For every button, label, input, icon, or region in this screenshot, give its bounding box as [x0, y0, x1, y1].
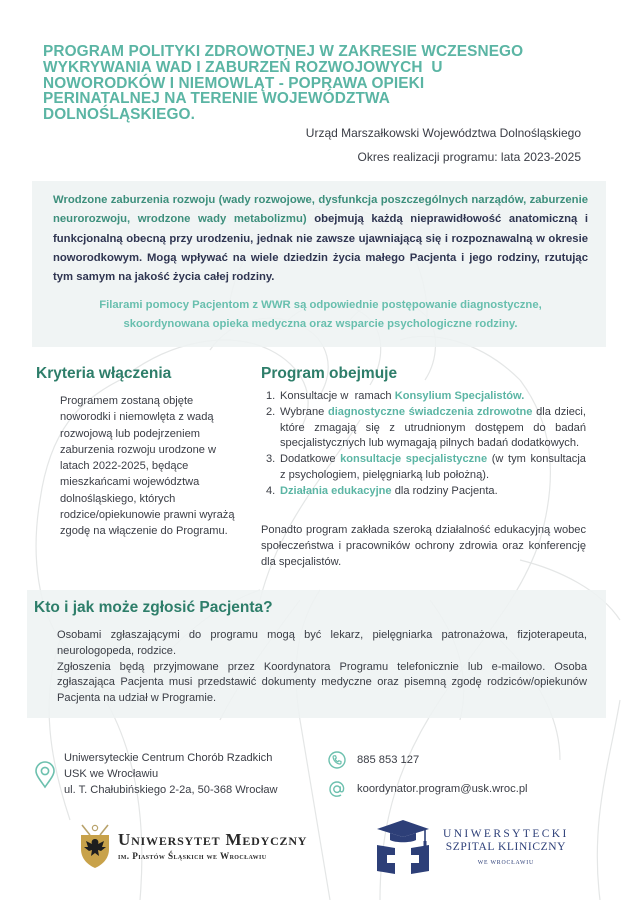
address-line: USK we Wrocławiu — [64, 768, 159, 780]
intro-accent-text: Wrodzone zaburzenia rozwoju (wady rozwojowe, dysfunkcja poszczególnych narządów, zaburzenie neurorozwoju, wrodzone wady metabolizmu) — [53, 194, 588, 226]
umed-subtitle: im. Piastów Śląskich we Wrocławiu — [118, 851, 267, 861]
umed-name: Uniwersytet Medyczny — [118, 830, 308, 849]
criteria-line: mieszkańcami województwa — [60, 476, 200, 489]
item-number: 4. — [266, 484, 276, 497]
usk-line: UNIWERSYTECKI — [443, 828, 569, 840]
pillars-line: Filarami pomocy Pacjentom z WWR są odpowiednie postępowanie diagnostyczne, — [99, 299, 542, 311]
address-line: Uniwersyteckie Centrum Chorób Rzadkich — [64, 752, 273, 764]
eagle-crest-icon — [78, 823, 112, 869]
criteria-line: rodzice/opiekunowie prawni wyrażą — [60, 509, 235, 522]
criteria-line: rozwojową lub podejrzeniem — [60, 427, 200, 440]
criteria-line: dolnośląskiego, których — [60, 492, 176, 505]
map-pin-icon — [34, 761, 56, 789]
criteria-text — [60, 393, 238, 540]
item-text: (w tym konsultacja z psychologiem, pielęgniarką lub położną). — [280, 453, 586, 481]
list-item — [266, 452, 586, 484]
medical-university-logo — [78, 823, 307, 869]
intro-body-text: obejmują każdą nieprawidłowość anatomiczną i funkcjonalną obecną przy urodzeniu, jednak nie zawsze ujawniającą się i rozpoznawalną w okresie noworodkowym. Mogą wpływać na wiele dziedzin życia małego Pacjenta i jego rodziny, rzutując tym samym na jakość życia całej rodziny. — [53, 213, 588, 284]
pillars-line: skoordynowana opieka medyczna oraz wsparcie psychologiczne rodziny. — [123, 318, 518, 331]
email-address[interactable]: koordynator.program@usk.wroc.pl — [357, 783, 528, 795]
address-text — [64, 750, 278, 798]
intro-paragraph — [53, 191, 588, 287]
item-text: Konsultacje w ramach — [280, 390, 395, 402]
report-paragraph: Osobami zgłaszającymi do programu mogą być lekarz, pielęgniarka patronażowa, fizjoterapeuta, neurologopeda, rodzice. — [57, 629, 587, 657]
criteria-line: latach 2022-2025, będące — [60, 460, 189, 473]
phone-icon — [328, 751, 346, 769]
item-text: Dodatkowe — [280, 453, 341, 466]
item-text: dla rodziny Pacjenta. — [391, 484, 498, 497]
item-highlight: konsultacje specjalistyczne — [340, 453, 488, 466]
program-scope-list — [266, 389, 586, 500]
usk-line: WE WROCŁAWIU — [477, 860, 534, 866]
email-contact — [328, 780, 528, 798]
address-line: ul. T. Chałubińskiego 2-2a, 50-368 Wrocław — [64, 784, 278, 796]
program-extra-text: Ponadto program zakłada szeroką działalność edukacyjną wobec społeczeństwa i pracowników ochrony zdrowia oraz konferencję dla specjalistów. — [261, 524, 586, 568]
item-text: Wybrane — [280, 405, 328, 418]
pillars-statement — [53, 296, 588, 335]
list-item — [266, 405, 586, 452]
criteria-heading: Kryteria włączenia — [36, 365, 172, 382]
program-title — [43, 44, 563, 123]
item-highlight: Konsylium Specjalistów. — [394, 390, 525, 402]
criteria-line: zaburzenia rozwoju urodzone w — [60, 443, 217, 456]
list-item — [266, 389, 586, 405]
phone-contact — [328, 751, 419, 769]
umed-text — [118, 831, 307, 861]
item-number: 3. — [266, 453, 276, 466]
report-heading: Kto i jak może zgłosić Pacjenta? — [34, 599, 273, 616]
university-hospital-logo — [373, 818, 569, 876]
usk-text — [443, 828, 569, 866]
item-text: dla dzieci, które zmagają się z utrudnionym dostępem do badań specjalistycznych lub wymagają pilnych badań dodatkowych. — [280, 405, 586, 450]
criteria-line: zgodę na włączenie do Programu. — [60, 525, 228, 538]
address-block — [34, 750, 278, 798]
item-highlight: Działania edukacyjne — [280, 484, 392, 497]
list-item — [266, 484, 586, 500]
graduation-cap-cross-icon — [373, 818, 433, 876]
title-line: DOLNOŚLĄSKIEGO. — [43, 106, 195, 124]
program-period: Okres realizacji programu: lata 2023-2025 — [357, 150, 581, 164]
title-line: NOWORODKÓW I NIEMOWLĄT - POPRAWA OPIEKI — [43, 74, 425, 92]
title-line: PROGRAM POLITYKI ZDROWOTNEJ W ZAKRESIE WCZESNEGO — [43, 43, 524, 60]
criteria-line: Programem zostaną objęte — [60, 395, 194, 407]
at-sign-icon — [328, 780, 346, 798]
item-number: 1. — [266, 390, 276, 402]
usk-line: SZPITAL KLINICZNY — [445, 841, 567, 853]
report-text — [57, 628, 587, 707]
title-line: PERINATALNEJ NA TERENIE WOJEWÓDZTWA — [43, 90, 390, 108]
title-line: WYKRYWANIA WAD I ZABURZEŃ ROZWOJOWYCH U — [43, 58, 443, 76]
issuer-text: Urząd Marszałkowski Województwa Dolnośląskiego — [305, 126, 581, 140]
criteria-line: noworodki i niemowlęta z wadą — [60, 411, 214, 424]
phone-number[interactable]: 885 853 127 — [357, 754, 420, 766]
item-highlight: diagnostyczne świadczenia zdrowotne — [327, 405, 533, 418]
item-number: 2. — [266, 405, 276, 418]
program-scope-heading: Program obejmuje — [261, 365, 398, 382]
report-paragraph: Zgłoszenia będą przyjmowane przez Koordynatora Programu telefonicznie lub e-mailowo. Osoba zgłaszająca Pacjenta musi przedstawić dokumenty medyczne oraz pisemną zgodę rodziców/opiekunów Pacjenta na udział w Programie. — [57, 660, 587, 705]
